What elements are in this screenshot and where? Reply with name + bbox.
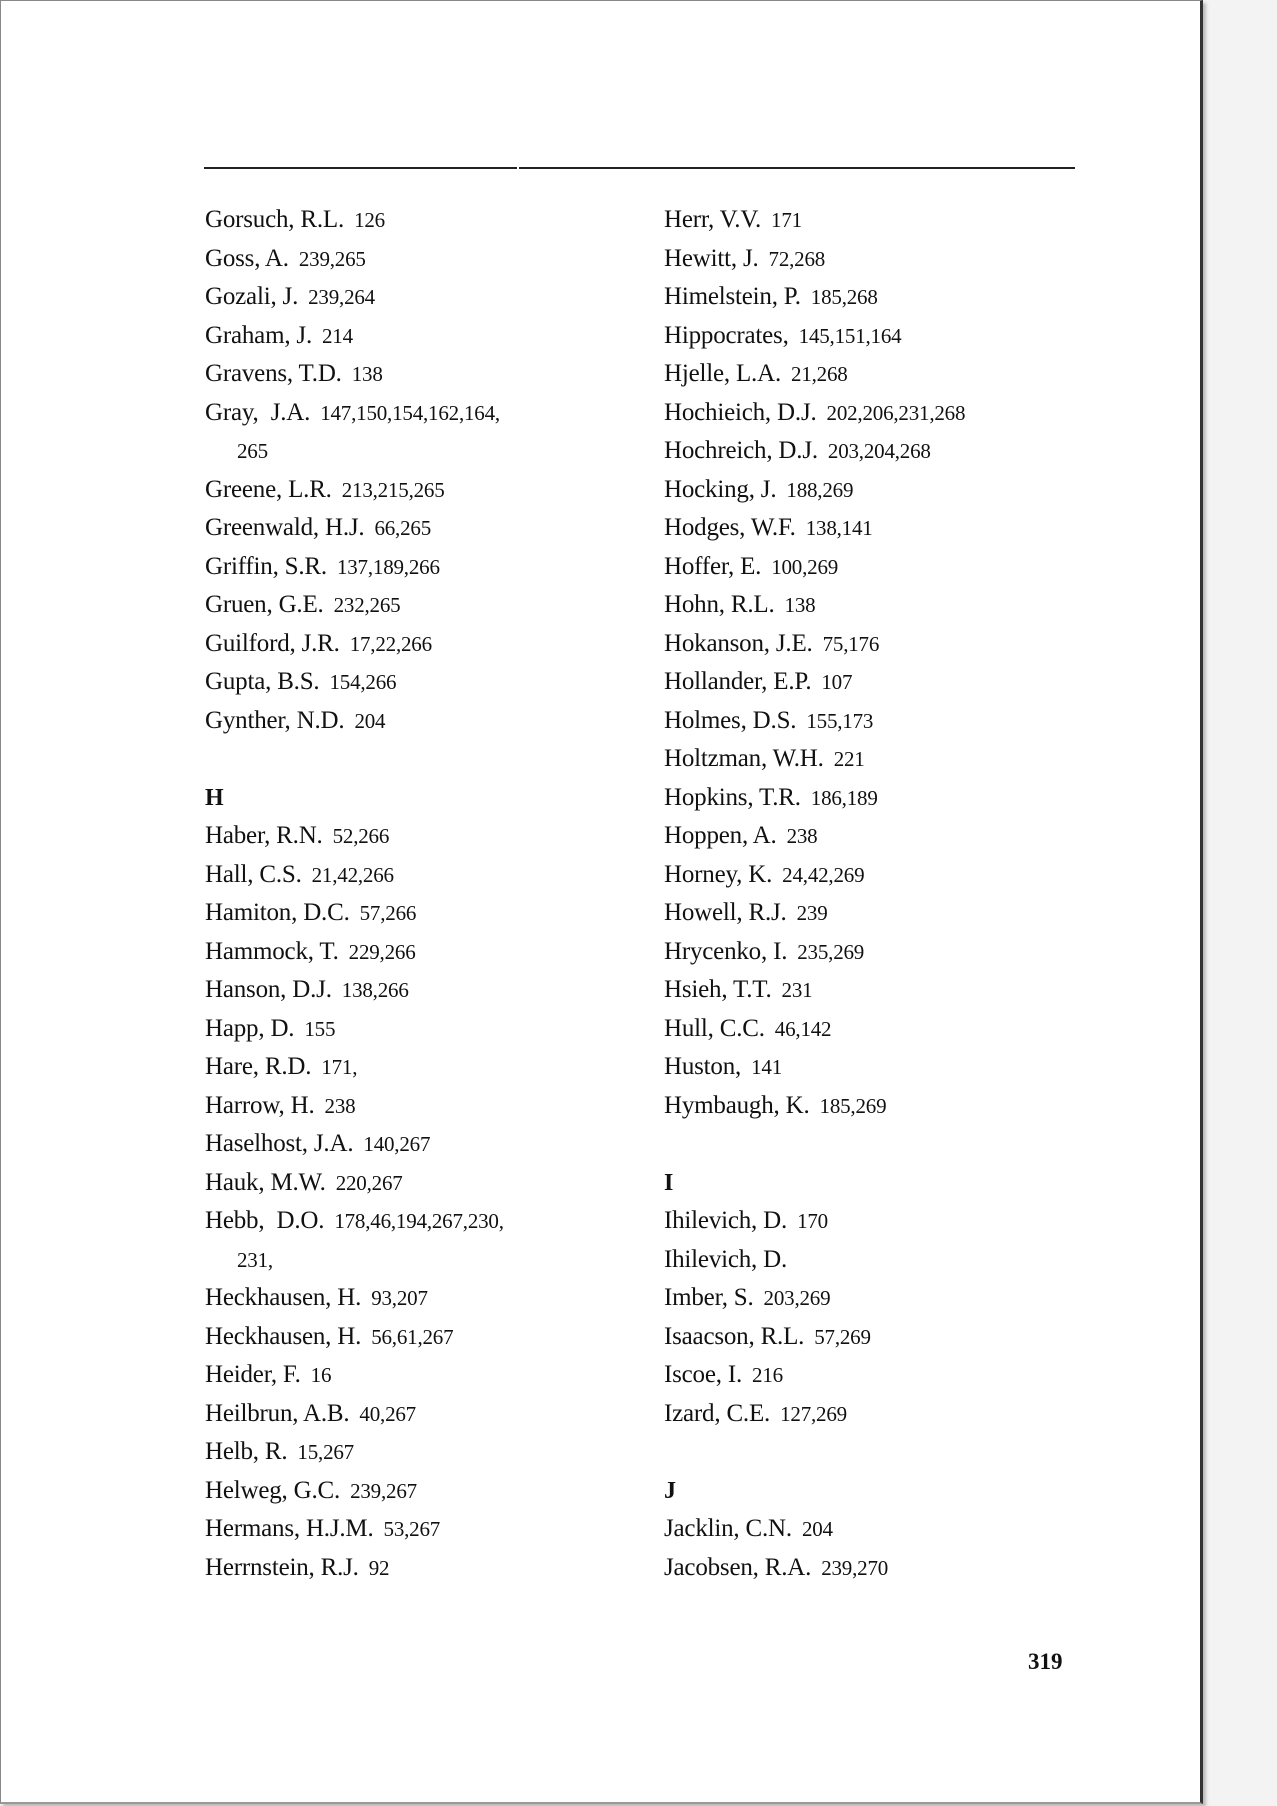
index-entry — [205, 1164, 645, 1203]
index-entry — [205, 894, 645, 933]
index-entry — [205, 1549, 645, 1588]
entry-name: Heilbrun, A.B. — [205, 1399, 350, 1427]
entry-pages: 145,151,164 — [798, 323, 902, 348]
index-entry — [664, 394, 1164, 433]
index-entry — [205, 1202, 645, 1241]
entry-pages: 154,266 — [329, 670, 397, 694]
entry-pages: 170 — [797, 1209, 828, 1233]
index-entry — [664, 240, 1164, 279]
entry-pages: 138 — [784, 593, 816, 617]
index-entry — [205, 702, 645, 741]
entry-pages: 229,266 — [348, 939, 416, 964]
entry-pages: 126 — [354, 208, 385, 232]
entry-name: Hocking, J. — [664, 475, 777, 503]
entry-continuation — [205, 1241, 645, 1280]
entry-pages: 204 — [354, 708, 386, 733]
entry-name: Hippocrates, — [664, 321, 789, 349]
entry-name: Hymbaugh, K. — [664, 1091, 810, 1119]
index-entry — [205, 240, 645, 279]
entry-pages: 21,268 — [791, 362, 848, 386]
entry-name: Goss, A. — [205, 244, 289, 272]
entry-pages: 185,268 — [810, 285, 878, 309]
entry-pages: 238 — [786, 824, 818, 848]
header-rule — [519, 167, 1075, 169]
entry-pages: 155 — [304, 1016, 336, 1041]
entry-name: Harrow, H. — [205, 1091, 315, 1119]
entry-name: Gruen, G.E. — [205, 591, 324, 618]
entry-pages: 15,267 — [297, 1440, 354, 1464]
index-entry — [664, 933, 1164, 972]
entry-name: Jacobsen, R.A. — [664, 1553, 812, 1581]
entry-name: Herr, V.V. — [664, 206, 762, 233]
entry-name: Hoffer, E. — [664, 552, 762, 580]
entry-pages: 100,269 — [771, 554, 839, 579]
index-entry — [664, 856, 1164, 895]
entry-name: Helweg, G.C. — [205, 1476, 341, 1504]
entry-name: Gozali, J. — [205, 283, 299, 310]
entry-pages: 72,268 — [768, 246, 826, 271]
entry-name: Heckhausen, H. — [205, 1322, 362, 1350]
header-rule — [204, 167, 517, 169]
entry-pages: 140,267 — [363, 1132, 431, 1156]
entry-pages: 204 — [801, 1517, 833, 1541]
index-entry — [205, 1048, 645, 1087]
entry-pages: 138,141 — [805, 516, 873, 540]
index-entry — [205, 586, 645, 625]
index-entry — [205, 278, 645, 317]
index-entry — [205, 394, 645, 433]
index-entry — [205, 1433, 645, 1472]
entry-pages: 57,266 — [359, 901, 417, 925]
index-entry — [664, 1395, 1164, 1434]
entry-pages: 46,142 — [774, 1016, 832, 1041]
index-entry — [664, 1048, 1164, 1087]
entry-name: Izard, C.E. — [664, 1399, 771, 1427]
index-entry — [664, 1510, 1164, 1549]
entry-name: Herrnstein, R.J. — [205, 1553, 359, 1581]
index-entry — [205, 1087, 645, 1126]
entry-pages: 16 — [310, 1363, 332, 1387]
index-entry — [664, 471, 1164, 510]
entry-pages: 141 — [751, 1055, 782, 1079]
index-entry — [664, 355, 1164, 394]
index-entry — [205, 1318, 645, 1357]
index-entry — [205, 817, 645, 856]
entry-pages: 75,176 — [822, 631, 880, 656]
entry-name: Happ, D. — [205, 1014, 295, 1042]
entry-pages: 92 — [368, 1555, 390, 1580]
page-number: 319 — [1028, 1649, 1063, 1674]
index-entry — [205, 509, 645, 548]
entry-name: Hohn, R.L. — [664, 591, 775, 618]
entry-pages: 186,189 — [810, 785, 878, 810]
entry-name: Ihilevich, D. — [664, 1207, 788, 1234]
entry-name: Hanson, D.J. — [205, 976, 332, 1003]
entry-pages: 214 — [322, 323, 353, 348]
index-entry — [664, 740, 1164, 779]
entry-name: Ihilevich, D. — [664, 1245, 788, 1273]
index-entry — [205, 1010, 645, 1049]
entry-name: Hauk, M.W. — [205, 1168, 326, 1196]
entry-pages: 127,269 — [780, 1401, 847, 1426]
entry-name: Hollander, E.P. — [664, 668, 812, 695]
entry-pages: 171 — [771, 208, 802, 232]
index-entry — [205, 625, 645, 664]
entry-name: Hrycenko, I. — [664, 937, 788, 965]
entry-pages: 221 — [833, 747, 865, 771]
index-entry — [205, 1356, 645, 1395]
index-entry — [205, 317, 645, 356]
index-entry — [664, 1087, 1164, 1126]
index-entry — [205, 1279, 645, 1318]
entry-pages: 137,189,266 — [336, 554, 440, 579]
index-entry — [205, 1510, 645, 1549]
entry-name: Hokanson, J.E. — [664, 629, 813, 657]
index-entry — [664, 1549, 1164, 1588]
index-entry — [664, 548, 1164, 587]
blank-line — [664, 1125, 1164, 1164]
section-letter: I — [664, 1169, 674, 1196]
section-letter: J — [664, 1477, 676, 1504]
entry-name: Holmes, D.S. — [664, 706, 797, 734]
entry-pages: 239,264 — [308, 285, 375, 309]
index-entry — [205, 1395, 645, 1434]
entry-name: Griffin, S.R. — [205, 552, 327, 580]
index-column-right — [664, 201, 1164, 1587]
entry-name: Heider, F. — [205, 1361, 301, 1388]
entry-name: Greene, L.R. — [205, 475, 332, 503]
index-entry — [205, 201, 645, 240]
entry-name: Haber, R.N. — [205, 822, 323, 849]
entry-pages: 17,22,266 — [349, 631, 432, 656]
index-entry — [664, 702, 1164, 741]
entry-name: Horney, K. — [664, 860, 773, 888]
entry-pages: 216 — [752, 1363, 783, 1387]
entry-name: Howell, R.J. — [664, 899, 787, 926]
index-entry — [664, 509, 1164, 548]
entry-pages: 213,215,265 — [341, 477, 445, 502]
entry-pages: 138,266 — [341, 978, 409, 1002]
entry-name: Hall, C.S. — [205, 860, 302, 888]
entry-pages: 239,265 — [298, 246, 366, 271]
entry-name: Gupta, B.S. — [205, 668, 320, 695]
entry-name: Hopkins, T.R. — [664, 783, 801, 811]
entry-name: Hebb, D.O. — [205, 1207, 325, 1234]
entry-pages: 171, — [321, 1055, 358, 1079]
entry-pages: 185,269 — [819, 1093, 887, 1118]
entry-name: Huston, — [664, 1053, 742, 1080]
entry-name: Hsieh, T.T. — [664, 976, 772, 1003]
entry-pages: 202,206,231,268 — [826, 400, 966, 425]
index-entry — [664, 278, 1164, 317]
index-entry — [664, 201, 1164, 240]
entry-pages: 203,204,268 — [827, 439, 931, 463]
entry-name: Hewitt, J. — [664, 244, 759, 272]
entry-name: Graham, J. — [205, 321, 312, 349]
index-entry — [664, 1010, 1164, 1049]
entry-name: Hare, R.D. — [205, 1053, 312, 1080]
entry-name: Gray, J.A. — [205, 398, 311, 426]
entry-name: Gorsuch, R.L. — [205, 206, 345, 233]
entry-name: Hoppen, A. — [664, 822, 777, 849]
entry-pages: 220,267 — [335, 1170, 403, 1195]
entry-pages: 239,270 — [821, 1555, 889, 1580]
entry-name: Hermans, H.J.M. — [205, 1515, 374, 1542]
entry-continuation — [205, 432, 645, 471]
entry-name: Haselhost, J.A. — [205, 1130, 354, 1157]
index-entry — [205, 1125, 645, 1164]
entry-pages: 178,46,194,267,230, — [334, 1209, 504, 1233]
entry-name: Iscoe, I. — [664, 1361, 743, 1388]
section-letter: H — [205, 784, 224, 811]
entry-pages: 239,267 — [350, 1478, 417, 1503]
index-entry — [664, 625, 1164, 664]
index-entry — [664, 1318, 1164, 1357]
index-entry — [664, 817, 1164, 856]
index-entry — [205, 933, 645, 972]
entry-name: Hochreich, D.J. — [664, 437, 818, 464]
entry-name: Gravens, T.D. — [205, 360, 342, 387]
index-entry — [664, 1241, 1164, 1280]
entry-name: Hammock, T. — [205, 937, 339, 965]
index-entry — [664, 1202, 1164, 1241]
entry-name: Hjelle, L.A. — [664, 360, 782, 387]
index-entry — [664, 1279, 1164, 1318]
entry-pages: 107 — [821, 670, 853, 694]
index-entry — [205, 856, 645, 895]
index-entry — [664, 432, 1164, 471]
index-entry — [205, 548, 645, 587]
entry-name: Gynther, N.D. — [205, 706, 345, 734]
entry-pages: 93,207 — [371, 1286, 428, 1310]
entry-pages: 52,266 — [332, 824, 390, 848]
entry-name: Heckhausen, H. — [205, 1284, 362, 1311]
entry-pages: 66,265 — [374, 516, 432, 540]
entry-pages: 155,173 — [806, 708, 874, 733]
entry-pages: 24,42,269 — [782, 862, 865, 887]
entry-pages: 239 — [796, 901, 828, 925]
blank-line — [664, 1433, 1164, 1472]
index-entry — [664, 586, 1164, 625]
entry-pages: 138 — [351, 362, 383, 386]
index-entry — [205, 663, 645, 702]
entry-pages: 57,269 — [814, 1324, 871, 1349]
index-entry — [664, 971, 1164, 1010]
index-entry — [664, 317, 1164, 356]
entry-name: Guilford, J.R. — [205, 629, 340, 657]
entry-pages: 53,267 — [383, 1517, 441, 1541]
index-entry — [205, 355, 645, 394]
entry-pages: 231, — [237, 1247, 273, 1272]
blank-line — [205, 740, 645, 779]
entry-name: Hochieich, D.J. — [664, 398, 817, 426]
index-entry — [664, 894, 1164, 933]
entry-name: Holtzman, W.H. — [664, 745, 824, 772]
entry-name: Hull, C.C. — [664, 1014, 765, 1042]
entry-pages: 203,269 — [763, 1286, 831, 1310]
index-entry — [664, 1356, 1164, 1395]
entry-pages: 235,269 — [797, 939, 865, 964]
entry-name: Himelstein, P. — [664, 283, 801, 310]
entry-pages: 56,61,267 — [371, 1324, 454, 1349]
entry-name: Hamiton, D.C. — [205, 899, 350, 926]
index-entry — [205, 1472, 645, 1511]
entry-pages: 147,150,154,162,164, — [320, 400, 500, 425]
entry-name: Imber, S. — [664, 1284, 754, 1311]
entry-name: Jacklin, C.N. — [664, 1515, 792, 1542]
entry-pages: 238 — [324, 1093, 356, 1118]
entry-name: Greenwald, H.J. — [205, 514, 365, 541]
index-column-left — [205, 201, 645, 1587]
index-entry — [205, 471, 645, 510]
entry-pages: 188,269 — [786, 477, 854, 502]
entry-pages: 231 — [781, 978, 813, 1002]
index-entry — [664, 779, 1164, 818]
entry-name: Helb, R. — [205, 1438, 288, 1465]
entry-name: Hodges, W.F. — [664, 514, 796, 541]
index-entry — [205, 971, 645, 1010]
entry-pages: 21,42,266 — [311, 862, 394, 887]
index-entry — [664, 663, 1164, 702]
entry-pages: 232,265 — [333, 593, 401, 617]
entry-name: Isaacson, R.L. — [664, 1322, 805, 1350]
entry-pages: 265 — [237, 439, 268, 463]
entry-pages: 40,267 — [359, 1401, 416, 1426]
